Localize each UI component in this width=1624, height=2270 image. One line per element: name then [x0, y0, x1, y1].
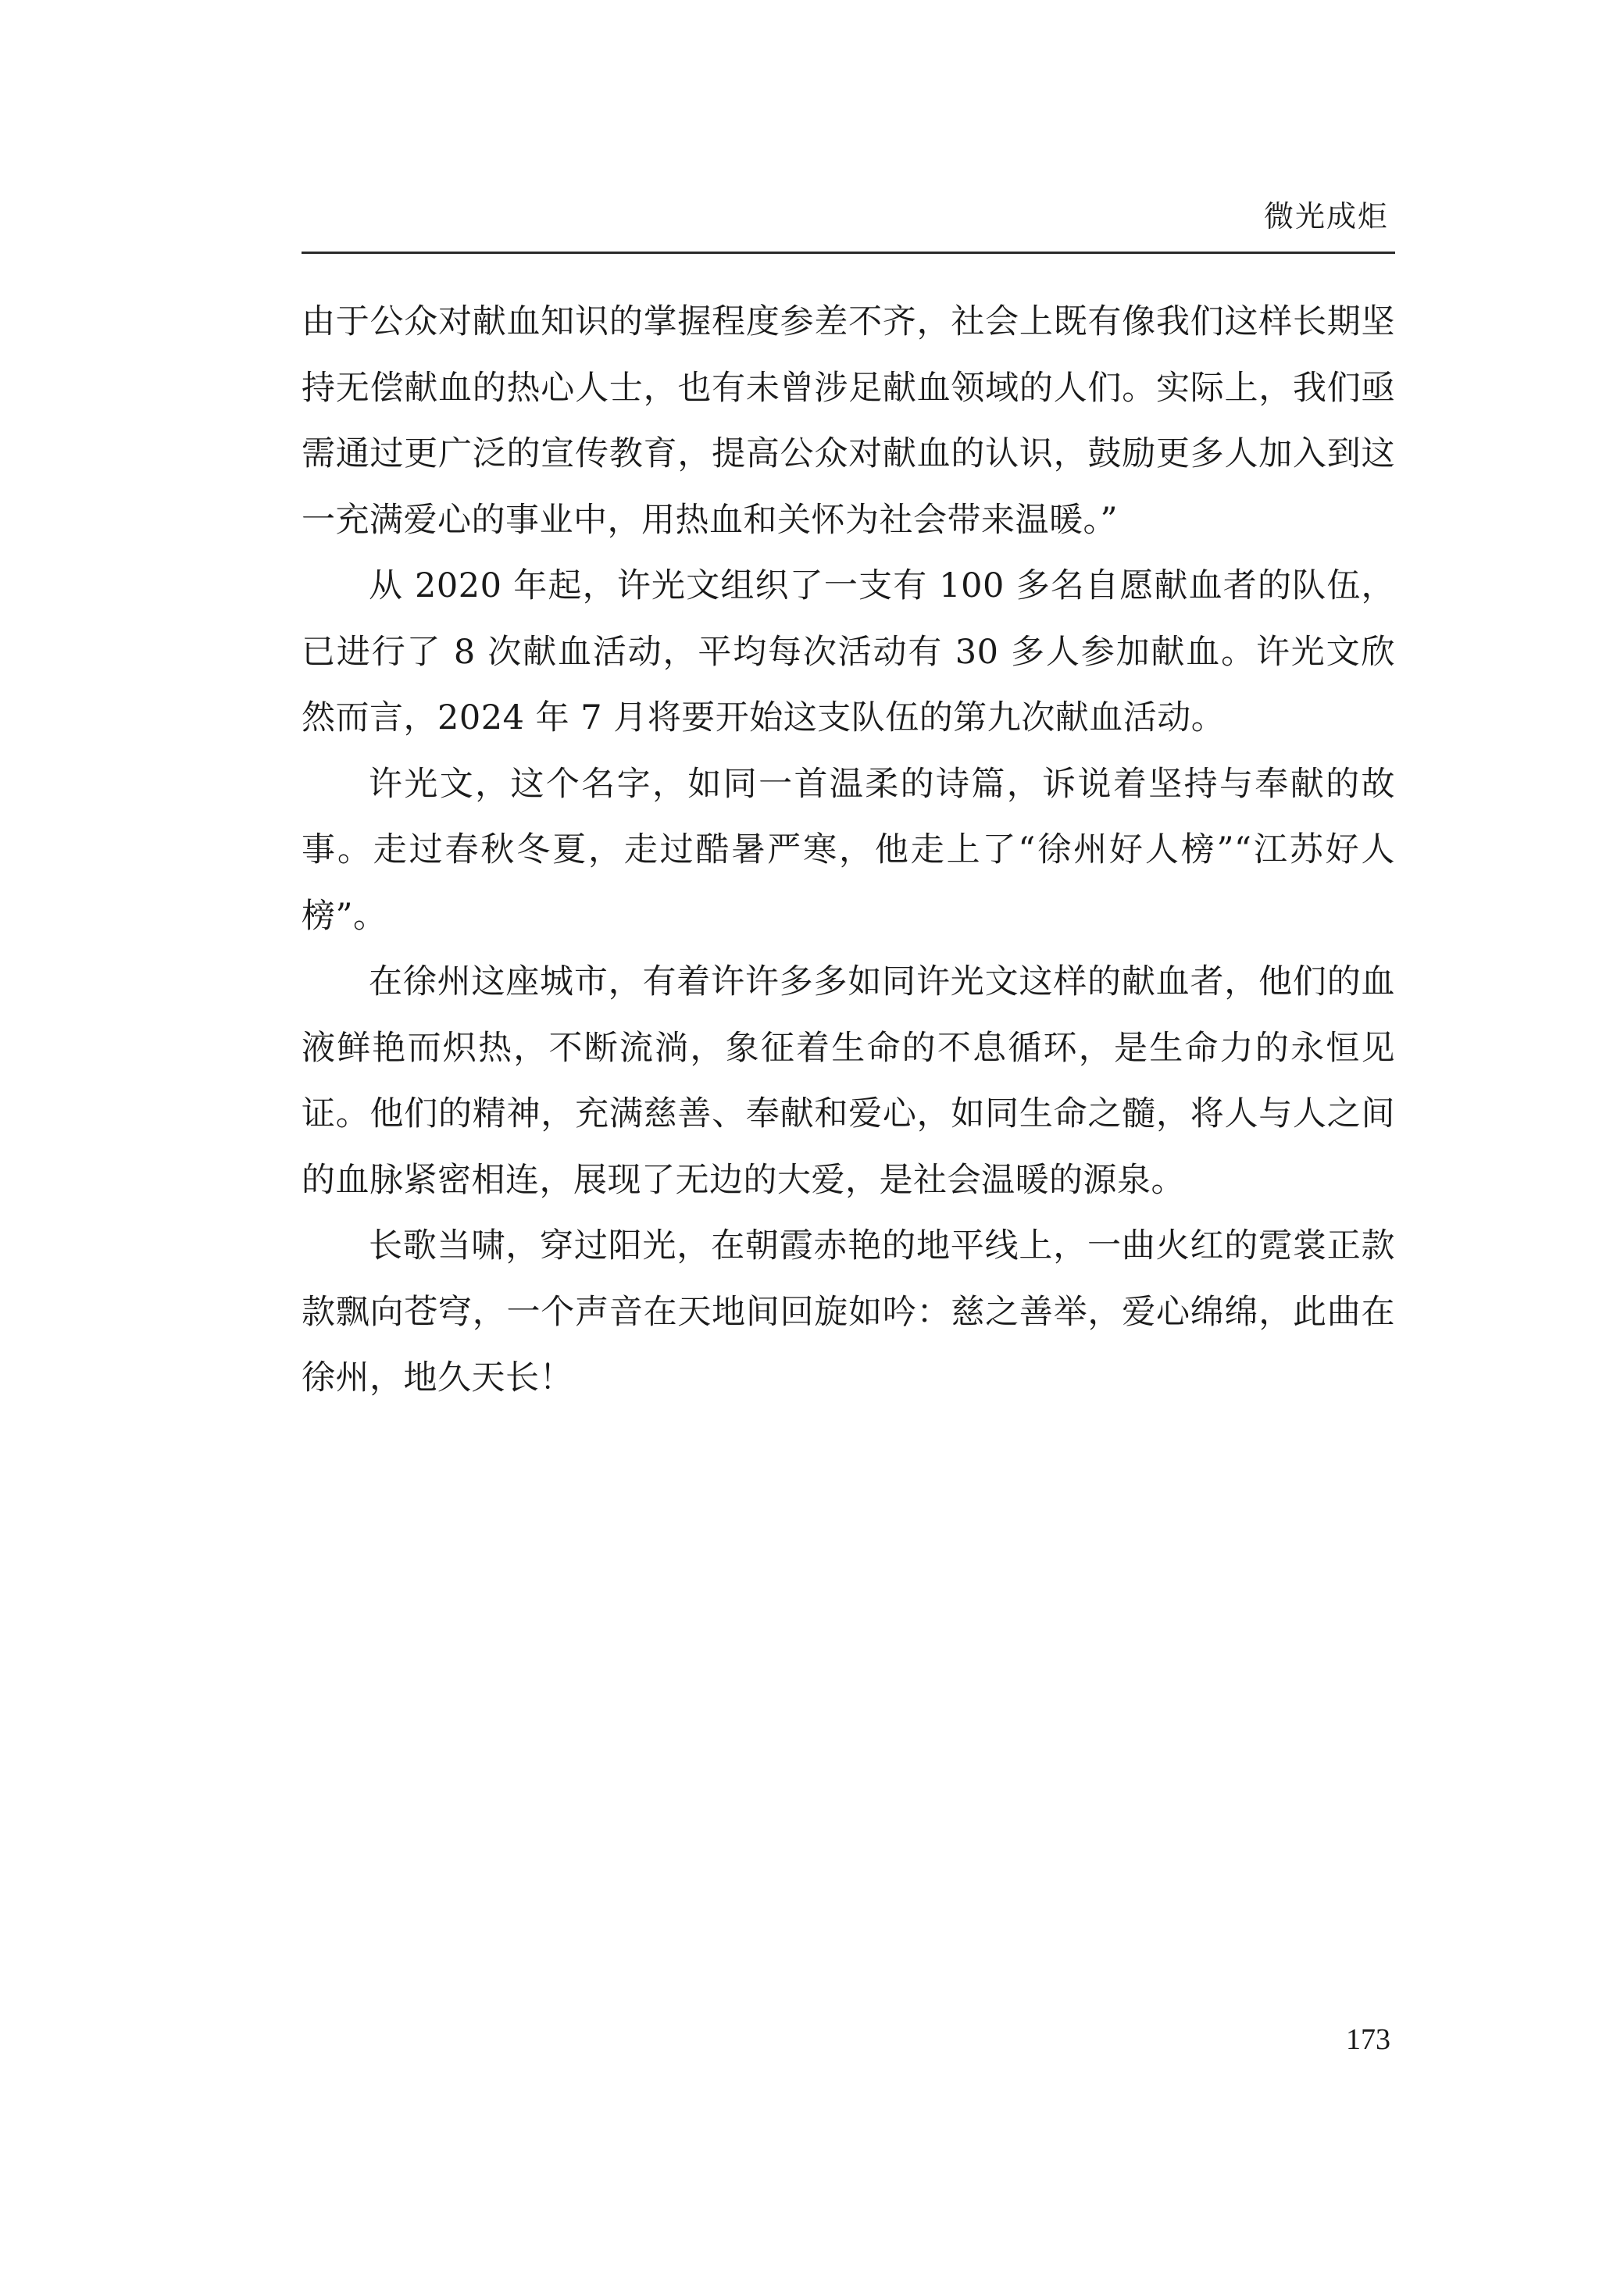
paragraph: 在徐州这座城市，有着许许多多如同许光文这样的献血者，他们的血液鲜艳而炽热，不断流淌，象征着生命的不息循环，是生命力的永恒见证。他们的精神，充满慈善、奉献和爱心，如同生命之髓，将人与人之间的血脉紧密相连，展现了无边的大爱，是社会温暖的源泉。 — [302, 962, 1395, 1200]
paragraph: 许光文，这个名字，如同一首温柔的诗篇，诉说着坚持与奉献的故事。走过春秋冬夏，走过酷暑严寒，他走上了“徐州好人榜”“江苏好人榜”。 — [302, 764, 1395, 936]
paragraph-continued: 由于公众对献血知识的掌握程度参差不齐，社会上既有像我们这样长期坚持无偿献血的热心人士，也有未曾涉足献血领域的人们。实际上，我们亟需通过更广泛的宣传教育，提高公众对献血的认识，鼓励更多人加入到这一充满爱心的事业中，用热血和关怀为社会带来温暖。” — [302, 302, 1395, 540]
page-number: 173 — [1346, 2023, 1390, 2056]
paragraph: 从 2020 年起，许光文组织了一支有 100 多名自愿献血者的队伍，已进行了 8 次献血活动，平均每次活动有 30 多人参加献血。许光文欣然而言，2024 年 7 月将要开始这支队伍的第九次献血活动。 — [302, 566, 1395, 737]
running-header — [302, 194, 1395, 254]
running-title: 微光成炬 — [1263, 199, 1389, 234]
paragraph: 长歌当啸，穿过阳光，在朝霞赤艳的地平线上，一曲火红的霓裳正款款飘向苍穹，一个声音在天地间回旋如吟：慈之善举，爱心绵绵，此曲在徐州，地久天长！ — [302, 1226, 1395, 1397]
body-text — [302, 289, 1395, 1412]
